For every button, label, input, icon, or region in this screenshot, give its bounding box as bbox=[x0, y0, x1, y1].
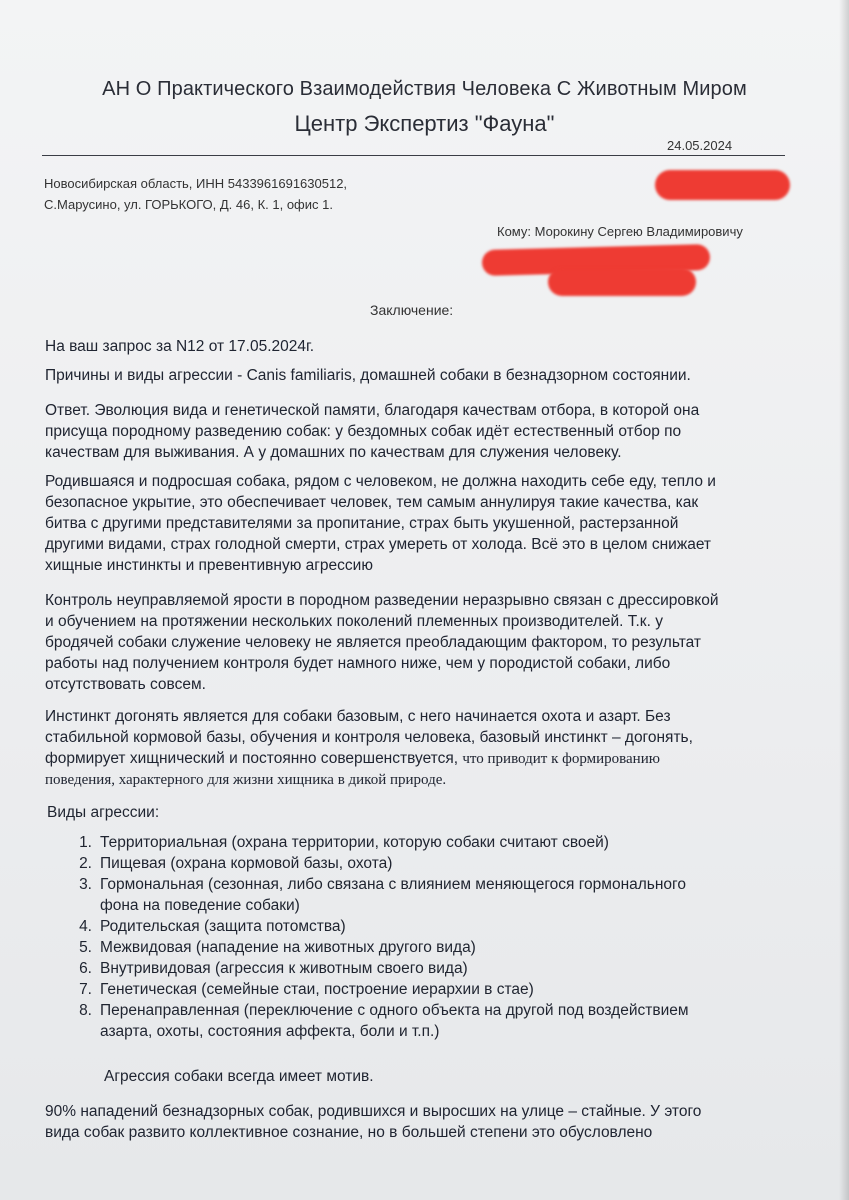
text-line: вида собак развито коллективное сознание, но в большей степени это обусловлено bbox=[45, 1124, 653, 1141]
recipient-line: Кому: Морокину Сергею Владимировичу bbox=[497, 224, 743, 239]
list-item bbox=[52, 874, 812, 916]
list-number: 5. bbox=[79, 939, 92, 956]
redaction-mark bbox=[655, 170, 790, 200]
list-text bbox=[100, 1000, 812, 1042]
list-text bbox=[100, 958, 812, 979]
text-fragment: что приводит к формированию bbox=[462, 751, 660, 767]
document-date: 24.05.2024 bbox=[667, 138, 733, 153]
paragraph-control bbox=[45, 590, 815, 695]
text-line: фона на поведение собаки) bbox=[100, 897, 300, 914]
list-number: 6. bbox=[79, 960, 92, 977]
text-line: Родившаяся и подросшая собака, рядом с человеком, не должна находить себе еду, тепло и bbox=[45, 473, 716, 490]
text-line: и обучением на протяжении нескольких поколений племенных производителей. Т.к. у bbox=[45, 613, 663, 630]
header-rule bbox=[42, 155, 785, 156]
text-line: Генетическая (семейные стаи, построение иерархии в стае) bbox=[100, 981, 534, 998]
aggression-types-title: Виды агрессии: bbox=[47, 804, 160, 821]
list-text bbox=[100, 853, 812, 874]
list-text bbox=[100, 937, 812, 958]
text-line: отсутствовать совсем. bbox=[45, 676, 206, 693]
text-line: бродячей собаки служение человеку не является преобладающим фактором, то результат bbox=[45, 634, 702, 651]
request-reference: На ваш запрос за N12 от 17.05.2024г. bbox=[45, 338, 315, 355]
center-name: Центр Экспертиз "Фауна" bbox=[294, 111, 555, 136]
text-line: Внутривидовая (агрессия к животным своего вида) bbox=[100, 960, 468, 977]
paragraph-upbringing bbox=[45, 471, 815, 576]
text-line bbox=[45, 748, 815, 770]
list-text bbox=[100, 832, 812, 853]
list-item bbox=[52, 916, 812, 937]
text-line: Гормональная (сезонная, либо связана с влиянием меняющегося гормонального bbox=[100, 876, 686, 893]
text-line: Ответ. Эволюция вида и генетической памяти, благодаря качествам отбора, в которой она bbox=[45, 402, 700, 419]
text-line: хищные инстинкты и превентивную агрессию bbox=[45, 557, 373, 574]
page-edge-shadow bbox=[839, 0, 849, 1200]
paragraph-instinct bbox=[45, 706, 815, 791]
text-line: 90% нападений безнадзорных собак, родившихся и выросших на улице – стайные. У этого bbox=[45, 1103, 702, 1120]
organization-name: АН О Практического Взаимодействия Человека С Животным Миром bbox=[102, 78, 747, 100]
text-line: поведения, характерного для жизни хищника в дикой природе. bbox=[45, 772, 447, 788]
subject-line: Причины и виды агрессии - Canis familiaris, домашней собаки в безнадзорном состоянии. bbox=[45, 367, 691, 384]
list-text bbox=[100, 916, 812, 937]
text-line: Межвидовая (нападение на животных другого вида) bbox=[100, 939, 476, 956]
text-line: работы над получением контроля будет намного ниже, чем у породистой собаки, либо bbox=[45, 655, 671, 672]
text-line: стабильной кормовой базы, обучения и контроля человека, базовый инстинкт – догонять, bbox=[45, 729, 693, 746]
text-line: Контроль неуправляемой ярости в породном разведении неразрывно связан с дрессировкой bbox=[45, 592, 719, 609]
redaction-mark bbox=[548, 268, 696, 296]
text-line: безопасное укрытие, это обеспечивает человек, тем самым аннулируя такие качества, как bbox=[45, 494, 699, 511]
sender-address-line2: С.Марусино, ул. ГОРЬКОГО, Д. 46, К. 1, офис 1. bbox=[44, 197, 333, 212]
text-line: Инстинкт догонять является для собаки базовым, с него начинается охота и азарт. Без bbox=[45, 708, 671, 725]
list-number: 8. bbox=[79, 1002, 92, 1019]
text-fragment: формирует хищнический и постоянно совершенствуется, bbox=[45, 750, 463, 767]
list-number: 1. bbox=[79, 834, 92, 851]
list-number: 3. bbox=[79, 876, 92, 893]
paragraph-final bbox=[45, 1101, 815, 1143]
text-line: качествам для выживания. А у домашних по качествам для служения человеку. bbox=[45, 444, 622, 461]
text-line: битва с другими представителями за пропитание, страх быть укушенной, растерзанной bbox=[45, 515, 679, 532]
text-line: присуща породному разведению собак: у бездомных собак идёт естественный отбор по bbox=[45, 423, 682, 440]
list-text bbox=[100, 979, 812, 1000]
aggression-types-list bbox=[52, 832, 812, 1042]
list-number: 2. bbox=[79, 855, 92, 872]
answer-paragraph bbox=[45, 400, 815, 463]
text-line: другими видами, страх голодной смерти, страх умереть от холода. Всё это в целом снижает bbox=[45, 536, 712, 553]
text-line: азарта, охоты, состояния аффекта, боли и т.п.) bbox=[100, 1023, 440, 1040]
list-item bbox=[52, 853, 812, 874]
document-title: Заключение: bbox=[370, 302, 454, 318]
text-line: Родительская (защита потомства) bbox=[100, 918, 346, 935]
sender-address-line1: Новосибирская область, ИНН 5433961691630512, bbox=[44, 176, 348, 191]
list-item bbox=[52, 832, 812, 853]
list-item bbox=[52, 979, 812, 1000]
motive-statement: Агрессия собаки всегда имеет мотив. bbox=[104, 1068, 374, 1085]
text-line: Пищевая (охрана кормовой базы, охота) bbox=[100, 855, 393, 872]
list-number: 4. bbox=[79, 918, 92, 935]
list-number: 7. bbox=[79, 981, 92, 998]
list-text bbox=[100, 874, 812, 916]
text-line: Территориальная (охрана территории, которую собаки считают своей) bbox=[100, 834, 609, 851]
list-item bbox=[52, 958, 812, 979]
list-item bbox=[52, 937, 812, 958]
list-item bbox=[52, 1000, 812, 1042]
text-line: Перенаправленная (переключение с одного объекта на другой под воздействием bbox=[100, 1002, 689, 1019]
